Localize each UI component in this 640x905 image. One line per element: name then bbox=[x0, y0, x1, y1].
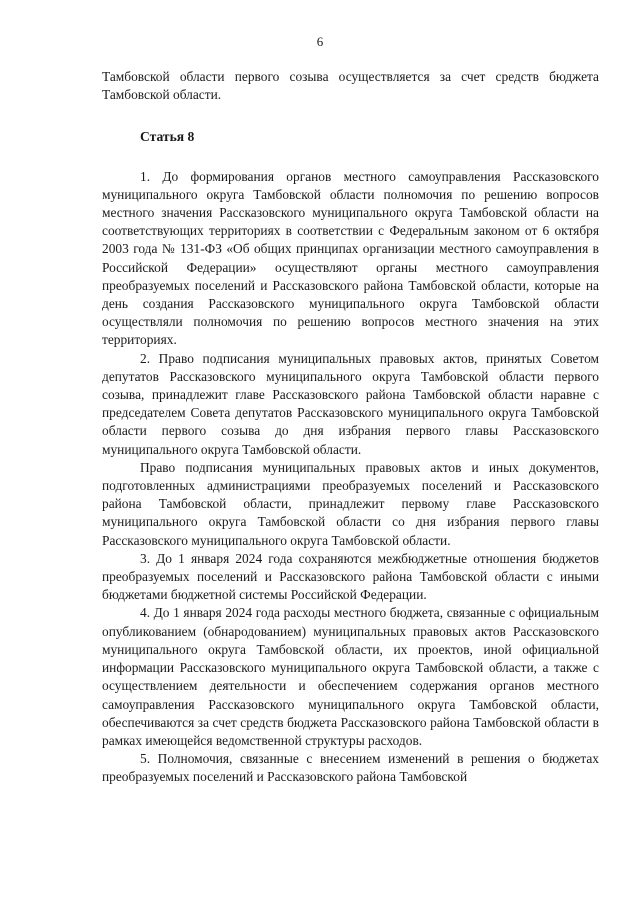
paragraph-1: 1. До формирования органов местного самоуправления Рассказовского муниципального округа Тамбовской области полномочия по решению вопросов местного значения Рассказовского муниципального округа Тамбовской области на соответствующих территориях в соответствии с Федеральным законом от 6 октября 2003 года № 131-ФЗ «Об общих принципах организации местного самоуправления в Российской Федерации» осуществляют органы местного самоуправления преобразуемых поселений и Рассказовского района Тамбовской области, которые на день создания Рассказовского муниципального округа Тамбовской области осуществляли полномочия по решению вопросов местного значения на этих территориях. bbox=[102, 168, 599, 348]
paragraph-5: 5. Полномочия, связанные с внесением изменений в решения о бюджетах преобразуемых поселений и Рассказовского района Тамбовской bbox=[102, 751, 599, 785]
page-number: 6 bbox=[316, 34, 324, 49]
paragraph-4: 4. До 1 января 2024 года расходы местного бюджета, связанные с официальным опубликованием (обнародованием) муниципальных правовых актов Рассказовского муниципального округа Тамбовской области, их проектов, иной официальной информации Рассказовского муниципального округа Тамбовской области, а также с осуществлением деятельности и обеспечением содержания органов местного самоуправления Рассказовского муниципального округа Тамбовской области, обеспечиваются за счет средств бюджета Рассказовского района Тамбовской области в рамках имеющейся ведомственной структуры расходов. bbox=[102, 605, 599, 748]
article-heading: Статья 8 bbox=[140, 129, 195, 145]
paragraph-2: 2. Право подписания муниципальных правовых актов, принятых Советом депутатов Рассказовского муниципального округа Тамбовской области первого созыва, принадлежит главе Рассказовского района Тамбовской области наравне с председателем Совета депутатов Рассказовского муниципального округа Тамбовской области первого созыва до дня избрания первого главы Рассказовского муниципального округа Тамбовской области. bbox=[102, 350, 599, 457]
paragraph-2-continuation: Право подписания муниципальных правовых актов и иных документов, подготовленных администрациями преобразуемых поселений и Рассказовского района Тамбовской области, принадлежит первому главе Рассказовского муниципального округа Тамбовской области со дня избрания первого главы Рассказовского муниципального округа Тамбовской области. bbox=[102, 459, 599, 548]
paragraph-3: 3. До 1 января 2024 года сохраняются межбюджетные отношения бюджетов преобразуемых поселений и Рассказовского района Тамбовской области с иными бюджетами бюджетной системы Российской Федерации. bbox=[102, 550, 599, 603]
intro-paragraph: Тамбовской области первого созыва осуществляется за счет средств бюджета Тамбовской области. bbox=[102, 69, 599, 103]
document-body bbox=[102, 68, 599, 787]
